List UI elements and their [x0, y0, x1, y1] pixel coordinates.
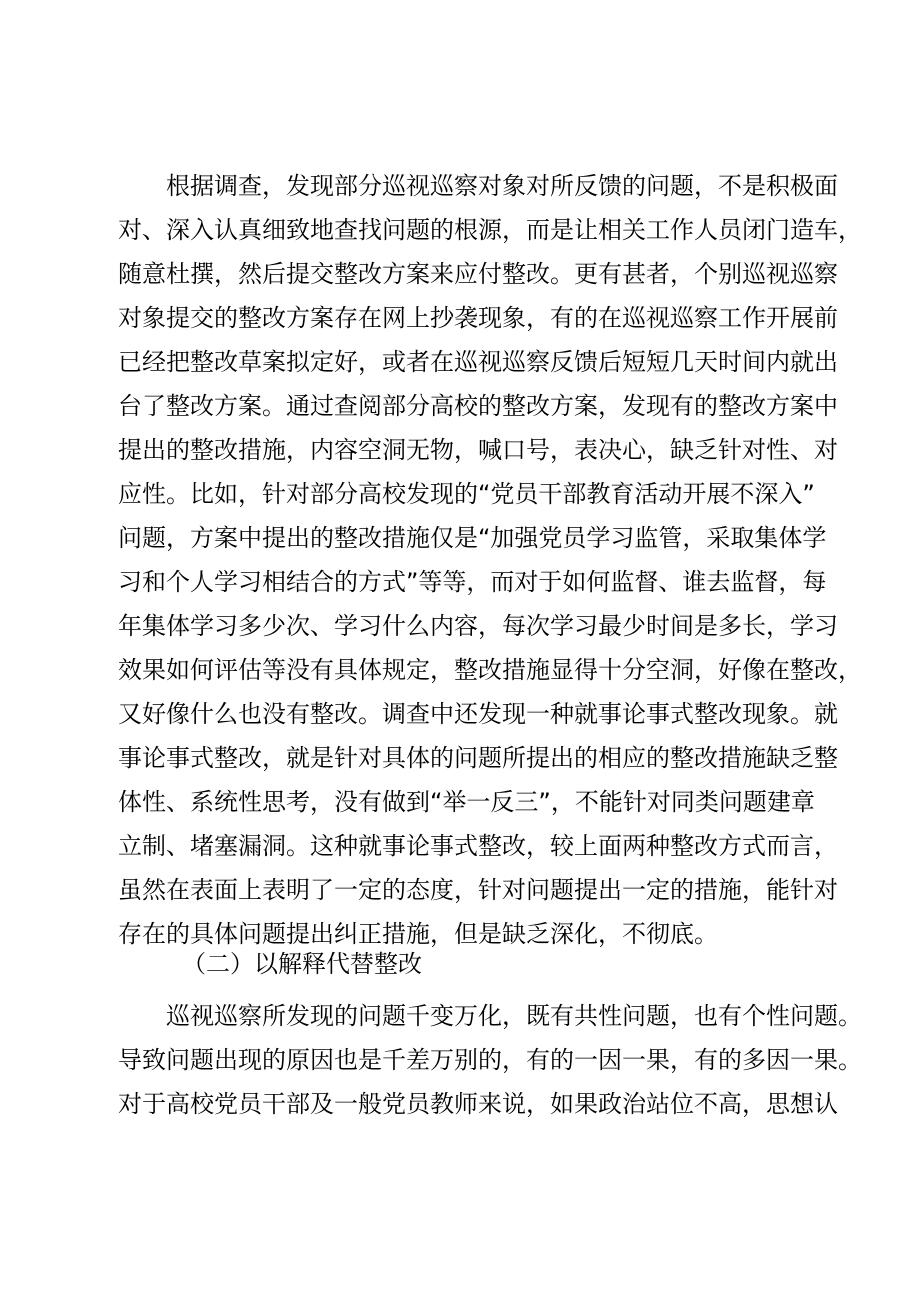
text-line: 台了整改方案。通过查阅部分高校的整改方案，发现有的整改方案中	[118, 392, 838, 420]
text-line: 随意杜撰，然后提交整改方案来应付整改。更有甚者，个别巡视巡察	[118, 260, 838, 288]
text-line: 问题，方案中提出的整改措施仅是“加强党员学习监管，采取集体学	[118, 524, 827, 552]
text-line: 对于高校党员干部及一般党员教师来说，如果政治站位不高，思想认	[118, 1090, 838, 1118]
text-line: 又好像什么也没有整改。调查中还发现一种就事论事式整改现象。就	[118, 700, 838, 728]
text-line: 体性、系统性思考，没有做到“举一反三”，不能针对同类问题建章	[118, 788, 815, 816]
text-line: 提出的整改措施，内容空洞无物，喊口号，表决心，缺乏针对性、对	[118, 436, 838, 464]
text-line: 存在的具体问题提出纠正措施，但是缺乏深化，不彻底。	[118, 920, 718, 948]
text-line: 效果如何评估等没有具体规定，整改措施显得十分空洞，好像在整改，	[118, 656, 862, 684]
text-line: 根据调查，发现部分巡视巡察对象对所反馈的问题，不是积极面	[166, 172, 838, 200]
text-line: 对象提交的整改方案存在网上抄袭现象，有的在巡视巡察工作开展前	[118, 304, 838, 332]
text-line: 对、深入认真细致地查找问题的根源，而是让相关工作人员闭门造车，	[118, 216, 862, 244]
text-line: 应性。比如，针对部分高校发现的“党员干部教育活动开展不深入”	[118, 480, 815, 508]
text-line: 事论事式整改，就是针对具体的问题所提出的相应的整改措施缺乏整	[118, 744, 838, 772]
text-line: 已经把整改草案拟定好，或者在巡视巡察反馈后短短几天时间内就出	[118, 348, 838, 376]
text-line: 虽然在表面上表明了一定的态度，针对问题提出一定的措施，能针对	[118, 876, 838, 904]
text-line: 导致问题出现的原因也是千差万别的，有的一因一果，有的多因一果。	[118, 1046, 862, 1074]
text-line: 年集体学习多少次、学习什么内容，每次学习最少时间是多长，学习	[118, 612, 838, 640]
text-line: 巡视巡察所发现的问题千变万化，既有共性问题，也有个性问题。	[166, 1002, 862, 1030]
text-line: 习和个人学习相结合的方式”等等，而对于如何监督、谁去监督，每	[118, 568, 827, 596]
text-line: 立制、堵塞漏洞。这种就事论事式整改，较上面两种整改方式而言，	[118, 832, 838, 860]
section-heading: （二）以解释代替整改	[182, 950, 422, 978]
